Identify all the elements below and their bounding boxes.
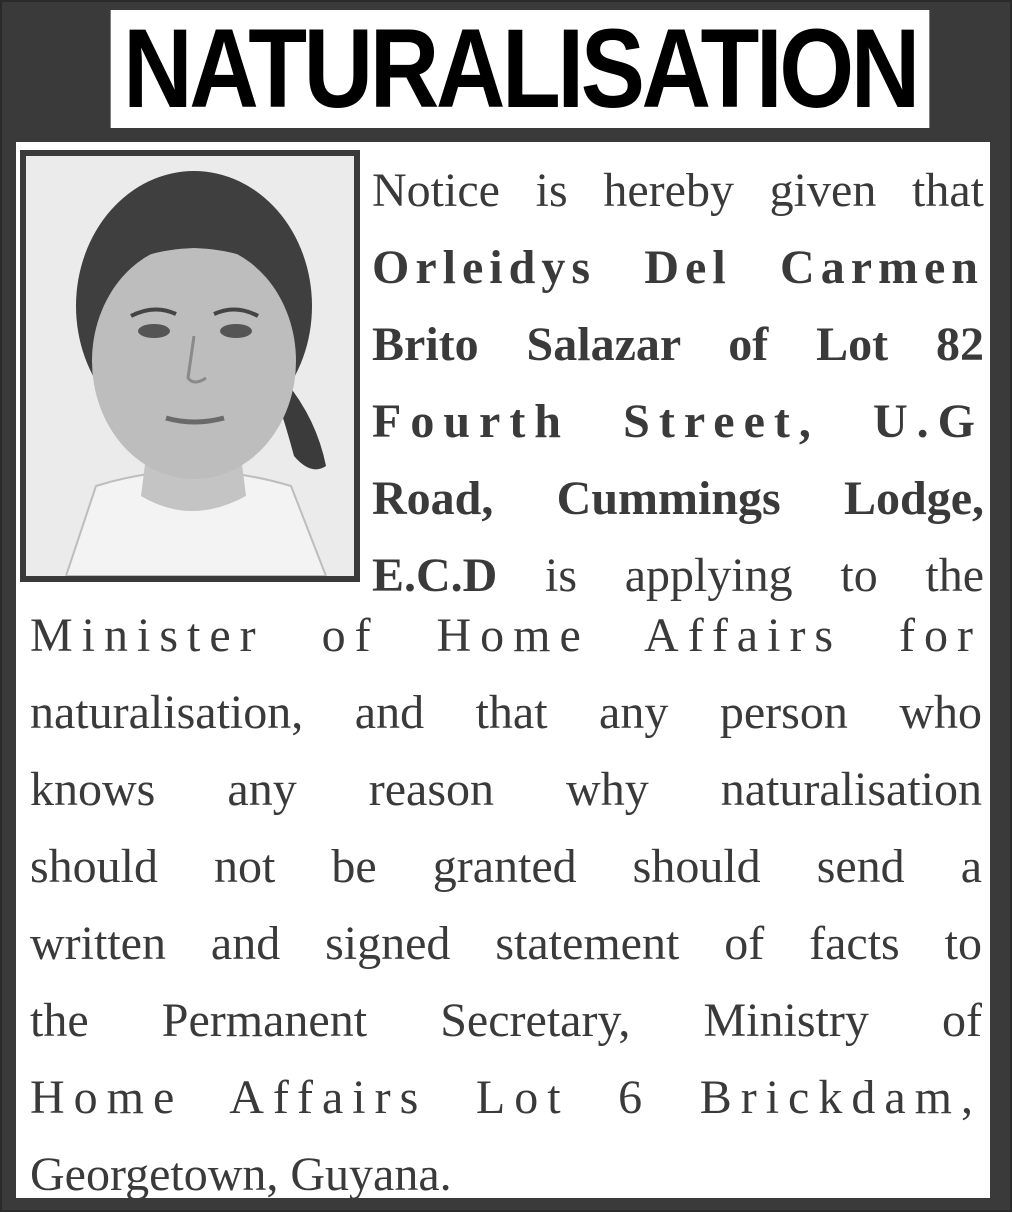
portrait-image [26,156,354,576]
applicant-name-line-2: Brito Salazar of Lot 82 [372,318,984,371]
body-line: Home Affairs Lot 6 Brickdam, [30,1071,982,1124]
notice-intro: Notice is hereby given that [372,164,984,217]
body-line: Georgetown, Guyana. [30,1148,452,1201]
body-line: should not be granted should send a [30,840,982,893]
address-line-1: Fourth Street, U.G [372,395,984,448]
address-line-3: E.C.D [372,549,498,602]
body-line: Minister of Home Affairs for [30,609,982,662]
body-line: the Permanent Secretary, Ministry of [30,994,982,1047]
notice-text-right [372,152,984,614]
page-title: NATURALISATION [111,10,930,128]
notice-panel [14,140,992,1200]
notice-body [30,597,982,1213]
body-line: naturalisation, and that any person who [30,686,982,739]
address-line-2: Road, Cummings Lodge, [372,472,984,525]
applicant-name-line-1: Orleidys Del Carmen [372,241,984,294]
header-band [14,2,1002,138]
body-line: written and signed statement of facts to [30,917,982,970]
applicant-photo [20,150,360,582]
applying-text: is applying to the [497,549,984,602]
body-line: knows any reason why naturalisation [30,763,982,816]
